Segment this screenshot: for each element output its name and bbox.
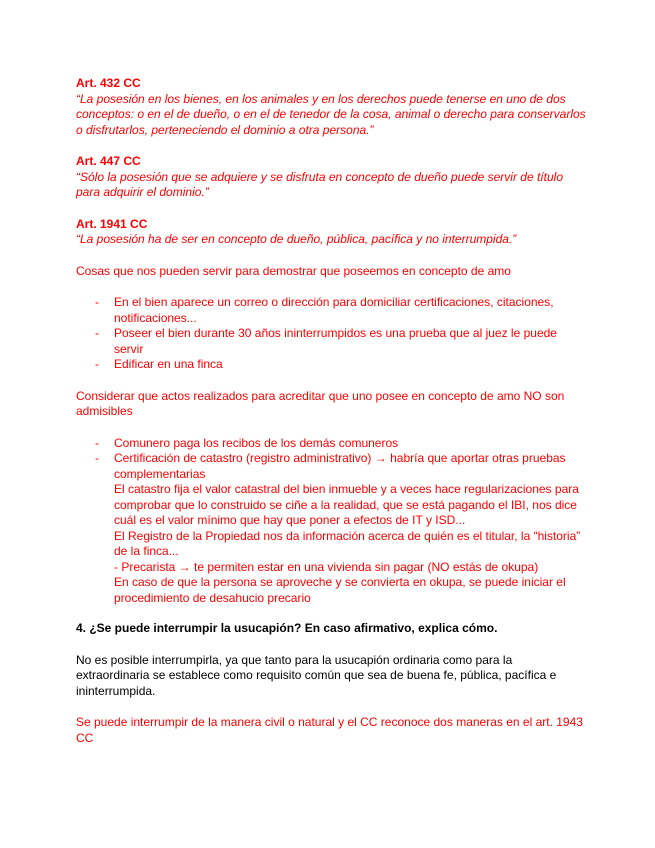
- article-432-quote: “La posesión en los bienes, en los animales y en los derechos puede tenerse en uno de dos conceptos: o en el de dueño, o en el de tenedor de la cosa, animal o derecho para conservarlos o disfrutarlos, perteneciendo el dominio a otra persona.”: [76, 91, 586, 137]
- question-4-answer: No es posible interrumpirla, ya que tanto para la usucapión ordinaria como para la extraordinaria se establece como requisito común que sea de buena fe, pública, pacífica e ininterrumpida.: [76, 652, 557, 698]
- document-page: [76, 76, 586, 746]
- article-447-quote: “Sólo la posesión que se adquiere y se disfruta en concepto de dueño puede servir de título para adquirir el dominio.”: [76, 169, 563, 199]
- list-item: [76, 326, 586, 357]
- precarista-line: - Precarista → te permiten estar en una vivienda sin pagar (NO estás de okupa): [114, 559, 539, 574]
- registro-explanation: El Registro de la Propiedad nos da información acerca de quién es el titular, la “historia” de la finca...: [114, 528, 581, 558]
- bullet-dash: -: [95, 295, 99, 309]
- section2-intro: Considerar que actos realizados para acreditar que uno posee en concepto de amo NO son admisibles: [76, 388, 565, 418]
- list-item-text: En el bien aparece un correo o dirección para domiciliar certificaciones, citaciones, notificaciones...: [114, 295, 554, 325]
- list-item-text: Edificar en una finca: [114, 357, 223, 371]
- okupa-line: En caso de que la persona se aproveche y se convierta en okupa, se puede iniciar el procedimiento de desahucio precario: [114, 575, 566, 605]
- list-item: [76, 357, 586, 373]
- list-item: [76, 295, 586, 326]
- article-432-title: Art. 432 CC: [76, 76, 141, 90]
- section1-list: [76, 295, 586, 373]
- bullet-dash: -: [95, 357, 99, 371]
- bullet-dash: -: [95, 326, 99, 340]
- article-447-title: Art. 447 CC: [76, 154, 141, 168]
- bullet-dash: -: [95, 435, 99, 450]
- section2-list: [76, 436, 586, 607]
- question-4-correction: Se puede interrumpir de la manera civil o natural y el CC reconoce dos maneras en el art. 1943 CC: [76, 715, 583, 745]
- list-item: [76, 436, 586, 452]
- list-item-text: Certificación de catastro (registro administrativo) → habría que aportar otras pruebas complementarias: [114, 451, 566, 481]
- article-1941-quote: “La posesión ha de ser en concepto de dueño, pública, pacífica y no interrumpida.”: [76, 232, 517, 246]
- list-item-text: Poseer el bien durante 30 años ininterrumpidos es una prueba que al juez le puede servir: [114, 326, 557, 356]
- section1-intro: Cosas que nos pueden servir para demostrar que poseemos en concepto de amo: [76, 263, 511, 278]
- bullet-dash: -: [95, 451, 99, 465]
- catastro-explanation: El catastro fija el valor catastral del bien inmueble y a veces hace regularizaciones para comprobar que lo construido se ciñe a la realidad, que se está pagando el IBI, nos dice cuál es el valor mínimo que hay que poner a efectos de IT y ISD...: [114, 482, 579, 527]
- question-4-heading: 4. ¿Se puede interrumpir la usucapión? En caso afirmativo, explica cómo.: [76, 621, 498, 635]
- list-item-text: Comunero paga los recibos de los demás comuneros: [114, 435, 399, 450]
- list-item: [76, 451, 586, 606]
- article-1941-title: Art. 1941 CC: [76, 216, 148, 231]
